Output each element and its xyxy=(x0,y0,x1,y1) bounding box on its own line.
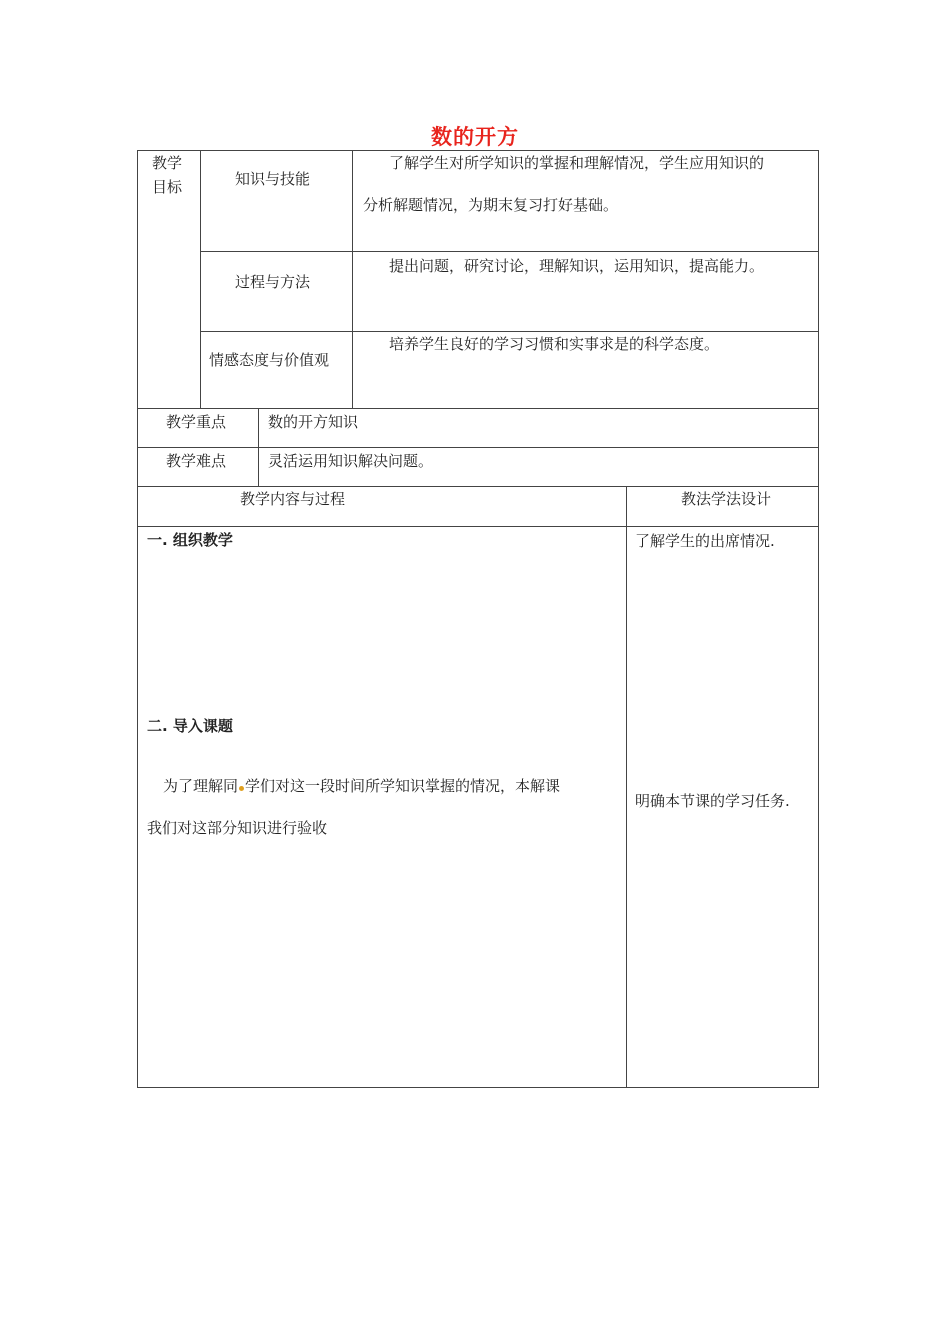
intro-paragraph xyxy=(163,776,560,796)
method-note-task: 明确本节课的学习任务. xyxy=(635,792,790,810)
table-line xyxy=(352,150,353,408)
intro-paragraph-part: 学们对这一段时间所学知识掌握的情况，本解课 xyxy=(245,777,561,795)
knowledge-skills-text: 分析解题情况，为期末复习打好基础。 xyxy=(363,196,619,214)
method-design-header: 教法学法设计 xyxy=(681,490,772,508)
intro-paragraph-line2: 我们对这部分知识进行验收 xyxy=(147,819,328,837)
section-heading-introduce: 二. 导入课题 xyxy=(147,717,233,735)
method-note-attendance: 了解学生的出席情况. xyxy=(635,532,775,550)
attitude-values-text: 培养学生良好的学习习惯和实事求是的科学态度。 xyxy=(389,335,720,353)
attitude-values-label: 情感态度与价值观 xyxy=(209,351,330,369)
table-line xyxy=(137,486,819,487)
table-line xyxy=(200,251,819,252)
difficulty-label: 教学难点 xyxy=(166,452,227,470)
table-line xyxy=(137,408,819,409)
knowledge-skills-label: 知识与技能 xyxy=(235,170,311,188)
table-line xyxy=(137,150,138,1088)
section-heading-organize: 一. 组织教学 xyxy=(147,531,233,549)
table-line xyxy=(137,447,819,448)
content-process-header: 教学内容与过程 xyxy=(240,490,346,508)
process-methods-label: 过程与方法 xyxy=(235,273,311,291)
intro-paragraph-part: 为了理解同 xyxy=(163,777,239,795)
process-methods-text: 提出问题，研究讨论，理解知识，运用知识，提高能力。 xyxy=(389,257,765,275)
table-line xyxy=(137,150,819,151)
table-line xyxy=(818,150,819,1088)
table-line xyxy=(200,150,201,408)
objectives-label: 目标 xyxy=(152,178,183,196)
table-line xyxy=(626,486,627,1088)
key-point-text: 数的开方知识 xyxy=(268,413,359,431)
knowledge-skills-text: 了解学生对所学知识的掌握和理解情况，学生应用知识的 xyxy=(389,154,765,172)
document-title: 数的开方 xyxy=(431,125,519,149)
table-line xyxy=(258,408,259,486)
table-line xyxy=(137,526,819,527)
table-line xyxy=(200,331,819,332)
table-line xyxy=(137,1087,819,1088)
marker-dot-icon xyxy=(239,786,244,791)
difficulty-text: 灵活运用知识解决问题。 xyxy=(268,452,434,470)
objectives-label: 教学 xyxy=(152,154,183,172)
key-point-label: 教学重点 xyxy=(166,413,227,431)
